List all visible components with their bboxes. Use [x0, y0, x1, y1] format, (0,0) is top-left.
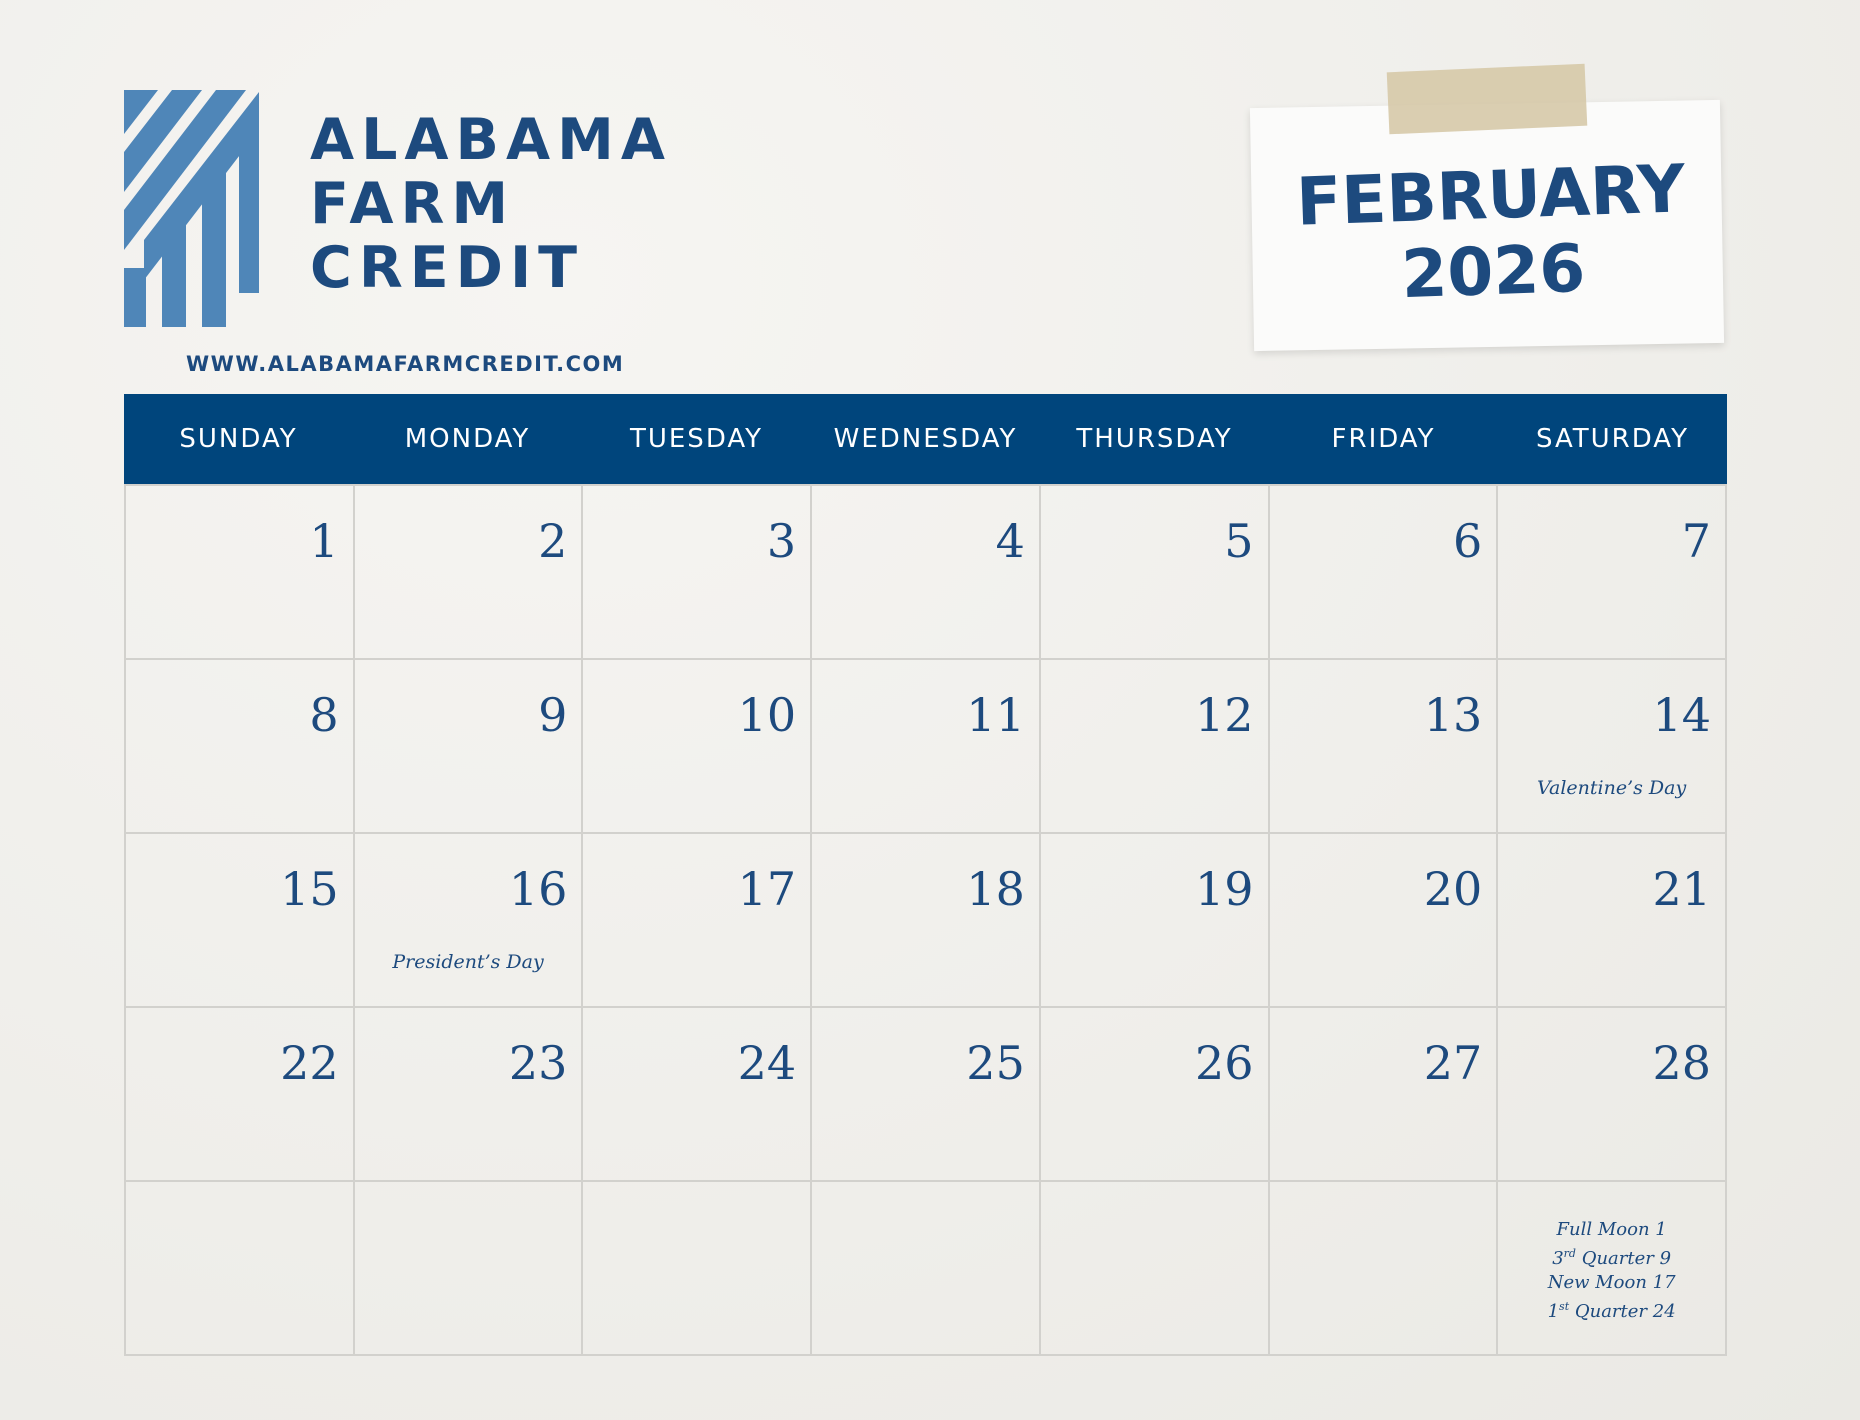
day-cell[interactable] — [1041, 486, 1270, 660]
day-cell[interactable] — [812, 660, 1041, 834]
day-number: 4 — [995, 514, 1025, 568]
day-number: 8 — [309, 688, 339, 742]
day-cell[interactable] — [1270, 834, 1499, 1008]
moon-phase-suffix: Quarter — [1575, 1248, 1654, 1269]
day-number: 23 — [508, 1036, 568, 1090]
brand-line-1: ALABAMA — [310, 107, 672, 173]
day-number: 26 — [1195, 1036, 1254, 1090]
day-grid — [124, 484, 1727, 1356]
day-cell[interactable] — [1498, 834, 1727, 1008]
day-number: 2 — [538, 514, 568, 568]
day-cell[interactable] — [812, 486, 1041, 660]
moon-phases — [1498, 1218, 1725, 1324]
day-cell[interactable] — [126, 1008, 355, 1182]
moon-phase-day: 1 — [1655, 1219, 1667, 1240]
brand-line-3: CREDIT — [310, 235, 585, 301]
day-cell[interactable] — [355, 834, 584, 1008]
day-cell[interactable] — [1041, 1008, 1270, 1182]
holiday-label: President’s Day — [392, 951, 544, 973]
day-cell[interactable] — [126, 486, 355, 660]
month-name: FEBRUARY — [1294, 150, 1687, 241]
moon-phase-line — [1498, 1271, 1725, 1295]
day-number: 16 — [508, 862, 568, 916]
day-number: 11 — [966, 688, 1025, 742]
day-number: 14 — [1652, 688, 1711, 742]
day-number: 19 — [1195, 862, 1254, 916]
day-cell[interactable] — [355, 1008, 584, 1182]
day-cell[interactable] — [1498, 1008, 1727, 1182]
weekday-saturday: SATURDAY — [1536, 424, 1689, 454]
day-cell[interactable] — [1270, 1008, 1499, 1182]
brand-line-2: FARM — [310, 171, 516, 237]
day-cell[interactable] — [583, 1182, 812, 1356]
month-title — [1259, 150, 1724, 318]
day-number: 17 — [737, 862, 797, 916]
day-cell[interactable] — [355, 660, 584, 834]
weekday-thursday: THURSDAY — [1076, 424, 1233, 454]
day-number: 5 — [1224, 514, 1254, 568]
weekday-sunday: SUNDAY — [179, 424, 298, 454]
day-cell[interactable] — [583, 1008, 812, 1182]
moon-phase-line — [1498, 1242, 1725, 1271]
brand-wordmark — [310, 108, 672, 300]
day-number: 12 — [1195, 688, 1254, 742]
day-cell[interactable] — [1041, 834, 1270, 1008]
day-cell[interactable] — [812, 834, 1041, 1008]
diagonal-stripes-logo-icon — [124, 90, 259, 327]
day-cell[interactable] — [1498, 660, 1727, 834]
day-cell[interactable] — [1270, 1182, 1499, 1356]
moon-phase-line — [1498, 1295, 1725, 1324]
day-cell[interactable] — [1498, 1182, 1727, 1356]
day-cell[interactable] — [126, 834, 355, 1008]
moon-phase-label: 3 — [1552, 1248, 1564, 1269]
day-cell[interactable] — [355, 1182, 584, 1356]
day-number: 3 — [766, 514, 797, 568]
holiday-label: Valentine’s Day — [1537, 777, 1687, 799]
day-number: 27 — [1423, 1036, 1483, 1090]
weekday-wednesday: WEDNESDAY — [833, 424, 1018, 454]
day-number: 25 — [966, 1036, 1025, 1090]
moon-phase-ordinal: st — [1559, 1300, 1570, 1313]
day-cell[interactable] — [1498, 486, 1727, 660]
moon-phase-day: 24 — [1652, 1301, 1676, 1322]
moon-phase-label: New Moon — [1547, 1272, 1647, 1293]
day-cell[interactable] — [1041, 660, 1270, 834]
day-cell[interactable] — [1270, 660, 1499, 834]
day-number: 9 — [538, 688, 568, 742]
day-cell[interactable] — [812, 1008, 1041, 1182]
day-number: 7 — [1681, 514, 1711, 568]
day-number: 18 — [966, 862, 1025, 916]
weekday-monday: MONDAY — [404, 424, 531, 454]
day-cell[interactable] — [355, 486, 584, 660]
day-cell[interactable] — [812, 1182, 1041, 1356]
moon-phase-label: 1 — [1547, 1301, 1560, 1322]
day-number: 10 — [737, 688, 797, 742]
day-number: 15 — [280, 862, 339, 916]
day-cell[interactable] — [583, 834, 812, 1008]
day-number: 1 — [309, 514, 339, 568]
moon-phase-ordinal: rd — [1563, 1247, 1576, 1260]
day-number: 21 — [1652, 862, 1711, 916]
calendar-grid — [124, 394, 1727, 1356]
day-number: 6 — [1453, 514, 1483, 568]
moon-phase-label: Full Moon — [1556, 1219, 1650, 1240]
day-number: 28 — [1652, 1036, 1711, 1090]
day-number: 20 — [1423, 862, 1483, 916]
website-link[interactable]: WWW.ALABAMAFARMCREDIT.COM — [186, 352, 625, 376]
day-cell[interactable] — [1041, 1182, 1270, 1356]
day-number: 22 — [280, 1036, 339, 1090]
weekday-friday: FRIDAY — [1331, 424, 1436, 454]
day-cell[interactable] — [126, 1182, 355, 1356]
moon-phase-day: 17 — [1652, 1272, 1676, 1293]
weekday-tuesday: TUESDAY — [629, 424, 764, 454]
weekday-header — [124, 394, 1727, 484]
tape-strip — [1387, 64, 1588, 135]
day-cell[interactable] — [126, 660, 355, 834]
moon-phase-day: 9 — [1659, 1248, 1672, 1269]
month-year: 2026 — [1400, 229, 1587, 314]
day-cell[interactable] — [583, 660, 812, 834]
moon-phase-line — [1498, 1218, 1725, 1242]
day-number: 24 — [737, 1036, 797, 1090]
day-number: 13 — [1423, 688, 1483, 742]
day-cell[interactable] — [583, 486, 812, 660]
moon-phase-suffix: Quarter — [1569, 1301, 1648, 1322]
day-cell[interactable] — [1270, 486, 1499, 660]
